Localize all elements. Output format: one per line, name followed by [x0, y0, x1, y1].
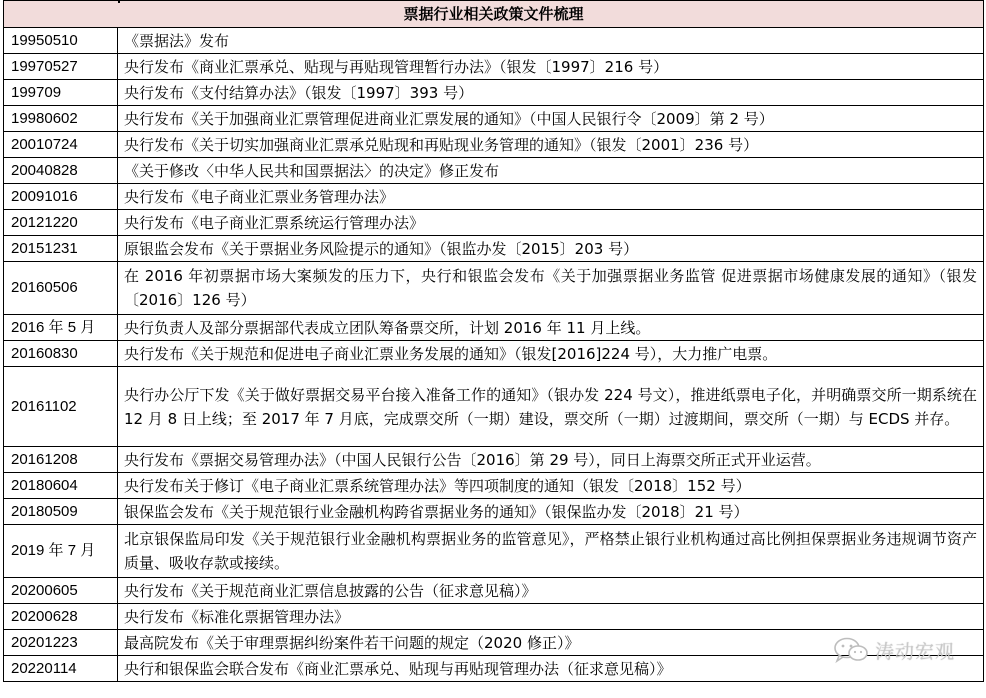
row-text: 央行发布《电子商业汇票业务管理办法》	[118, 184, 984, 210]
table-row	[4, 54, 984, 80]
table-title: 票据行业相关政策文件梳理	[4, 1, 984, 28]
row-date: 20180509	[4, 499, 118, 525]
row-date: 20151231	[4, 236, 118, 262]
table-row	[4, 28, 984, 54]
policy-document	[3, 0, 983, 698]
row-date: 20010724	[4, 132, 118, 158]
row-text: 《关于修改〈中华人民共和国票据法〉的决定》修正发布	[118, 158, 984, 184]
table-row	[4, 236, 984, 262]
table-row	[4, 262, 984, 315]
row-date: 2019 年 7 月	[4, 525, 118, 578]
table-row	[4, 341, 984, 367]
table-row	[4, 315, 984, 341]
watermark	[833, 636, 955, 664]
row-date: 20160830	[4, 341, 118, 367]
row-text: 央行发布《关于规范和促进电子商业汇票业务发展的通知》（银发[2016]224 号），大力推广电票。	[118, 341, 984, 367]
row-text: 央行发布《票据交易管理办法》（中国人民银行公告〔2016〕第 29 号），同日上海票交所正式开业运营。	[118, 447, 984, 473]
row-text: 央行发布关于修订《电子商业汇票系统管理办法》等四项制度的通知（银发〔2018〕152 号）	[118, 473, 984, 499]
row-text: 原银监会发布《关于票据业务风险提示的通知》（银监办发〔2015〕203 号）	[118, 236, 984, 262]
wechat-icon	[833, 636, 869, 664]
table-row	[4, 132, 984, 158]
row-text: 央行发布《关于切实加强商业汇票承兑贴现和再贴现业务管理的通知》（银发〔2001〕236 号）	[118, 132, 984, 158]
row-text: 最高院发布《关于审理票据纠纷案件若干问题的规定（2020 修正）》	[118, 630, 984, 656]
row-text: 央行发布《商业汇票承兑、贴现与再贴现管理暂行办法》（银发〔1997〕216 号）	[118, 54, 984, 80]
row-text: 央行发布《电子商业汇票系统运行管理办法》	[118, 210, 984, 236]
table-row	[4, 499, 984, 525]
row-text: 央行发布《支付结算办法》（银发〔1997〕393 号）	[118, 80, 984, 106]
row-text: 央行和银保监会联合发布《商业汇票承兑、贴现与再贴现管理办法（征求意见稿）》	[118, 656, 984, 682]
table-row	[4, 578, 984, 604]
row-text: 央行发布《标准化票据管理办法》	[118, 604, 984, 630]
table-row	[4, 525, 984, 578]
row-text: 银保监会发布《关于规范银行业金融机构跨省票据业务的通知》（银保监办发〔2018〕21 号）	[118, 499, 984, 525]
table-row	[4, 210, 984, 236]
table-row	[4, 447, 984, 473]
table-row	[4, 106, 984, 132]
row-date: 20220114	[4, 656, 118, 682]
row-date: 20160506	[4, 262, 118, 315]
table-row	[4, 367, 984, 447]
row-date: 19970527	[4, 54, 118, 80]
top-rule	[118, 0, 120, 3]
row-date: 20161102	[4, 367, 118, 447]
row-date: 19980602	[4, 106, 118, 132]
row-text: 《票据法》发布	[118, 28, 984, 54]
row-date: 20201223	[4, 630, 118, 656]
row-date: 2016 年 5 月	[4, 315, 118, 341]
table-row	[4, 473, 984, 499]
row-date: 199709	[4, 80, 118, 106]
row-date: 20200628	[4, 604, 118, 630]
table-title-row	[4, 1, 984, 28]
row-text: 央行办公厅下发《关于做好票据交易平台接入准备工作的通知》（银办发 224 号文），推进纸票电子化，并明确票交所一期系统在 12 月 8 日上线；至 2017 年 7 月底，完成票交所（一期）建设，票交所（一期）过渡期间，票交所（一期）与 ECDS 并存。	[118, 367, 984, 447]
row-text: 央行发布《关于加强商业汇票管理促进商业汇票发展的通知》（中国人民银行令〔2009〕第 2 号）	[118, 106, 984, 132]
row-text: 央行负责人及部分票据部代表成立团队筹备票交所，计划 2016 年 11 月上线。	[118, 315, 984, 341]
row-text: 在 2016 年初票据市场大案频发的压力下，央行和银监会发布《关于加强票据业务监管 促进票据市场健康发展的通知》（银发〔2016〕126 号）	[118, 262, 984, 315]
row-text: 北京银保监局印发《关于规范银行业金融机构票据业务的监管意见》，严格禁止银行业机构通过高比例担保票据业务违规调节资产质量、吸收存款或接续。	[118, 525, 984, 578]
watermark-text: 涛动宏观	[874, 640, 955, 663]
row-date: 20040828	[4, 158, 118, 184]
table-row	[4, 80, 984, 106]
row-text: 央行发布《关于规范商业汇票信息披露的公告（征求意见稿）》	[118, 578, 984, 604]
row-date: 20180604	[4, 473, 118, 499]
table-row	[4, 184, 984, 210]
policy-table	[3, 0, 984, 682]
row-date: 20161208	[4, 447, 118, 473]
table-row	[4, 604, 984, 630]
row-date: 20121220	[4, 210, 118, 236]
table-row	[4, 158, 984, 184]
row-date: 20200605	[4, 578, 118, 604]
row-date: 20091016	[4, 184, 118, 210]
row-date: 19950510	[4, 28, 118, 54]
